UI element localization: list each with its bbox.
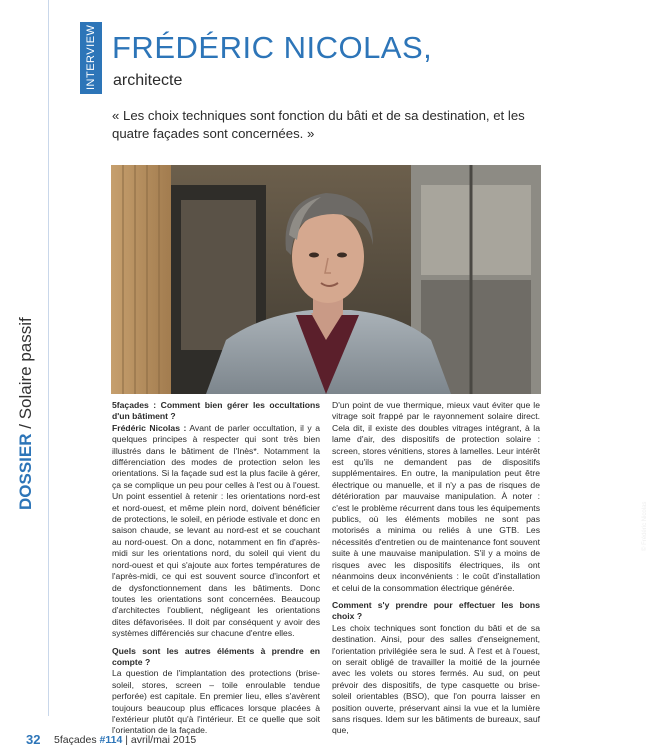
answer-2: La question de l'implantation des protections (brise-soleil, stores, screen – toile enroulable tendue perforée) est capitale. En premier lieu, elles s'avèrent toujours beaucoup plus efficaces lorsque placées à l'extérieur plutôt qu'à l'intérieur. Et ce quelle que soit l'orientation de la façade. — [112, 668, 320, 736]
article-column-2 — [332, 400, 540, 737]
page-footer — [0, 730, 550, 751]
answer-1-text: Avant de parler occultation, il y a quelques principes à respecter qui sont très bien illustrés dans le bâtiment de l'Inès*. Notamment la différenciation des modes de protection selon les orientations. Si la façade sud est la plus facile à gérer, ça se complique un peu pour celles à l'est ou à l'ouest. Un point essentiel à retenir : les orientations nord-est et nord-ouest, et même plein nord, doivent bénéficier de protections, le soleil, en période estivale et donc en saison chaude, se levant au nord-est et se couchant au nord-ouest. On a donc, notamment en fin d'après-midi sur les orientations nord, du soleil qui vient du nord-ouest et qui s'ajoute aux fortes températures de l'après-midi, ce qui est souvent source d'inconfort et de dysfonctionnement dans les bâtiments. Donc toutes les orientations sont concernées. Beaucoup d'architectes l'oublient, négligeant les orientations dites défavorisées. Il doit par conséquent y avoir des systèmes différenciés sur chacune d'entre elles. — [112, 422, 320, 639]
page-number: 32 — [26, 732, 41, 747]
interviewee-name: FRÉDÉRIC NICOLAS, — [112, 30, 433, 65]
question-3: Comment s'y prendre pour effectuer les bons choix ? — [332, 599, 540, 622]
issue-date: | avril/mai 2015 — [125, 734, 197, 746]
article-column-1 — [112, 400, 320, 737]
question-1: 5façades : Comment bien gérer les occultations d'un bâtiment ? — [112, 400, 320, 422]
answer-3: Les choix techniques sont fonction du bâti et de sa destination. Ainsi, pour des salles d'enseignement, l'orientation privilégiée sera le sud. À l'est et à l'ouest, on serait obligé de travailler la moitié de la journée avec les volets ou stores fermés. Au sud, on peut prévoir des dispositifs, de type casquette ou brise-soleil orientables (BSO), que l'on pourra laisser en position ouverte, préservant ainsi la vue et la lumière sans risques. Idem sur les bâtiments de bureaux, sauf que, — [332, 622, 540, 736]
interview-tag — [80, 22, 102, 94]
answer-2-continued: D'un point de vue thermique, mieux vaut éviter que le vitrage soit frappé par le rayonnement solaire direct. Cela dit, il existe des doubles vitrages intégrant, à la lame d'air, des dispositifs de protection solaire : screen, stores vénitiens, stores à lamelles. Leur intérêt est qu'ils ne demandent pas de dispositifs supplémentaires. En outre, la manipulation peut être électrique ou manuelle, et il n'y a pas de risques de détérioration par mauvaise manipulation. À noter : c'est le problème récurrent dans tous les équipements publics, où les éléments mobiles ne sont pas motorisés a minima ou reliés à une GTB. Les nécessités d'entretien ou de maintenance font souvent suite à une mauvaise manipulation. S'il y a moins de risques avec les dispositifs électriques, ils ont néanmoins deux inconvénients : le coût d'installation et celui de la consommation électrique générée. — [332, 400, 540, 593]
question-2: Quels sont les autres éléments à prendre en compte ? — [112, 645, 320, 667]
photo-credit: © Frédéric Nicolas — [642, 501, 648, 551]
issue-number: #114 — [99, 734, 123, 746]
footer-publication — [54, 734, 196, 746]
interview-tag-label: INTERVIEW — [85, 24, 97, 90]
section-topic: / Solaire passif — [16, 317, 35, 429]
answer-1 — [112, 423, 320, 640]
section-dossier: DOSSIER — [16, 433, 35, 510]
interviewee-role: architecte — [113, 72, 183, 89]
speaker-name: Frédéric Nicolas : — [112, 422, 187, 433]
magazine-name: 5façades — [54, 734, 97, 746]
portrait-illustration — [111, 165, 541, 394]
pull-quote: « Les choix techniques sont fonction du bâti et de sa destination, et les quatre façades sont concernées. » — [112, 108, 525, 141]
left-rule — [48, 0, 49, 716]
